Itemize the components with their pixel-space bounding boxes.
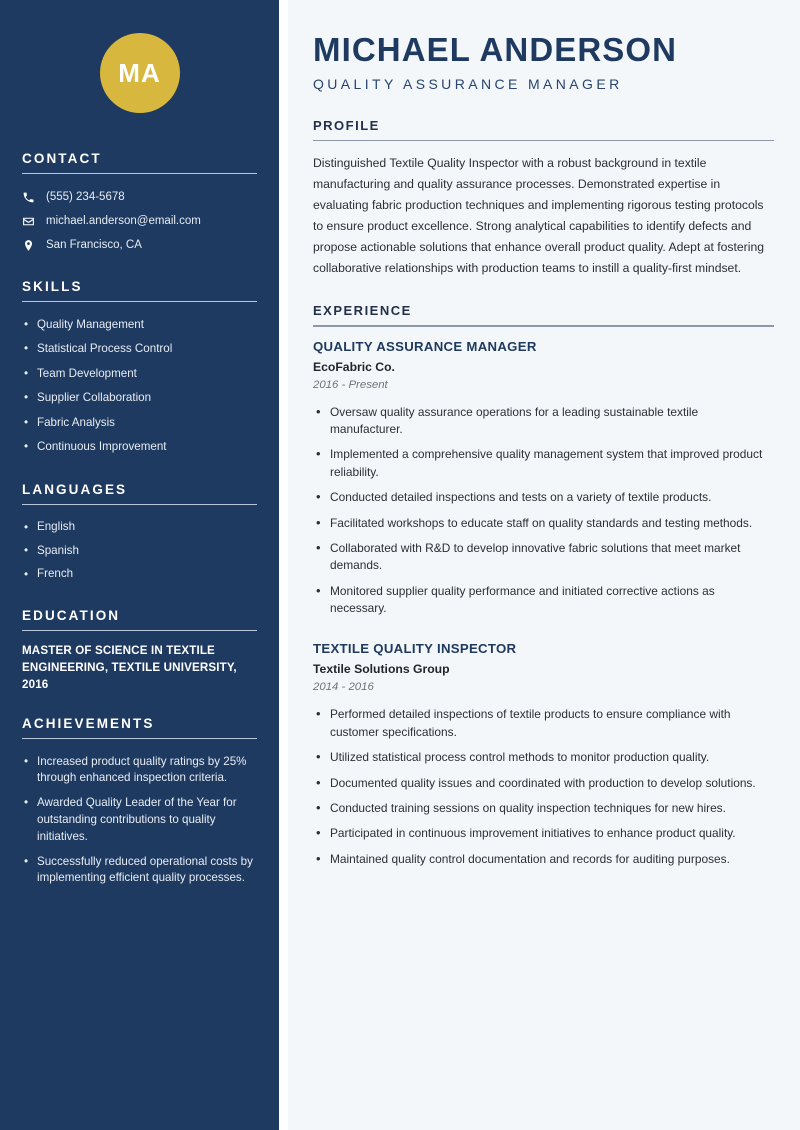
education-heading: EDUCATION bbox=[22, 608, 121, 624]
avatar-container bbox=[22, 0, 257, 151]
job-dates: 2016 - Present bbox=[313, 378, 388, 391]
skills-list bbox=[22, 313, 257, 460]
list-item: • Monitored supplier quality performance and initiated corrective actions as necessary. bbox=[313, 579, 774, 622]
list-item: • Performed detailed inspections of textile products to ensure compliance with customer specifications. bbox=[313, 702, 774, 745]
achievements-divider bbox=[22, 738, 257, 739]
list-item: • Documented quality issues and coordinated with production to develop solutions. bbox=[313, 771, 774, 796]
envelope-icon bbox=[22, 215, 35, 228]
skills-divider bbox=[22, 301, 257, 302]
job-bullet-list bbox=[313, 400, 774, 622]
skills-heading: SKILLS bbox=[22, 279, 83, 294]
list-item: • Conducted training sessions on quality inspection techniques for new hires. bbox=[313, 796, 774, 821]
education-entry: MASTER OF SCIENCE IN TEXTILE ENGINEERING, TEXTILE UNIVERSITY, 2016 bbox=[22, 644, 237, 692]
job-title-subtitle: QUALITY ASSURANCE MANAGER bbox=[313, 75, 623, 92]
achievements-heading: ACHIEVEMENTS bbox=[22, 715, 155, 731]
list-item: • Implemented a comprehensive quality management system that improved product reliability. bbox=[313, 442, 774, 485]
sidebar bbox=[0, 0, 279, 1130]
list-item: • Oversaw quality assurance operations for a leading sustainable textile manufacturer. bbox=[313, 400, 774, 443]
contact-item-phone[interactable] bbox=[22, 185, 257, 209]
job-role: TEXTILE QUALITY INSPECTOR bbox=[313, 641, 517, 657]
main-section-experience bbox=[313, 303, 774, 872]
contact-phone-value: (555) 234-5678 bbox=[46, 191, 125, 203]
contact-item-email[interactable] bbox=[22, 209, 257, 233]
job-bullet-list bbox=[313, 702, 774, 872]
experience-job bbox=[313, 339, 774, 622]
avatar-initials: MA bbox=[118, 57, 161, 88]
languages-divider bbox=[22, 504, 257, 505]
phone-icon bbox=[22, 191, 35, 204]
contact-heading: CONTACT bbox=[22, 151, 102, 166]
profile-divider bbox=[313, 140, 774, 142]
list-item: • Statistical Process Control bbox=[22, 337, 257, 361]
sidebar-section-achievements bbox=[22, 716, 257, 892]
experience-job bbox=[313, 641, 774, 872]
list-item: • Successfully reduced operational costs by implementing efficient quality processes. bbox=[22, 850, 257, 892]
sidebar-section-contact bbox=[22, 151, 257, 257]
location-pin-icon bbox=[22, 239, 35, 252]
profile-heading: PROFILE bbox=[313, 117, 380, 133]
profile-text: Distinguished Textile Quality Inspector with a robust background in textile manufacturing and quality assurance processes. Demonstrated expertise in evaluating fabric production techniques and implementing rigorous testing protocols to ensure product excellence. Strong analytical capabilities to identify defects and propose actionable solutions that enhance overall product quality. Adept at fostering collaborative relationships with production teams to instill a quality-first mindset. bbox=[313, 156, 765, 276]
experience-heading: EXPERIENCE bbox=[313, 303, 412, 319]
list-item: • Awarded Quality Leader of the Year for outstanding contributions to quality initiatives. bbox=[22, 791, 257, 849]
list-item: • English bbox=[22, 516, 257, 539]
list-item: • Facilitated workshops to educate staff on quality standards and testing methods. bbox=[313, 511, 774, 536]
contact-item-location[interactable] bbox=[22, 233, 257, 257]
list-item: • Quality Management bbox=[22, 313, 257, 337]
languages-heading: LANGUAGES bbox=[22, 481, 128, 497]
education-divider bbox=[22, 630, 257, 631]
list-item: • French bbox=[22, 563, 257, 586]
experience-divider bbox=[313, 325, 774, 327]
list-item: • Fabric Analysis bbox=[22, 411, 257, 435]
achievements-list bbox=[22, 750, 257, 892]
main-content bbox=[288, 0, 800, 1130]
list-item: • Supplier Collaboration bbox=[22, 386, 257, 410]
list-item: • Participated in continuous improvement initiatives to enhance product quality. bbox=[313, 821, 774, 846]
job-company: Textile Solutions Group bbox=[313, 662, 450, 677]
sidebar-section-skills bbox=[22, 279, 257, 460]
main-section-profile bbox=[313, 118, 774, 280]
contact-divider bbox=[22, 173, 257, 174]
list-item: • Continuous Improvement bbox=[22, 435, 257, 459]
list-item: • Team Development bbox=[22, 362, 257, 386]
job-role: QUALITY ASSURANCE MANAGER bbox=[313, 338, 537, 354]
job-spacer bbox=[313, 627, 774, 641]
job-company: EcoFabric Co. bbox=[313, 359, 395, 374]
contact-email-value: michael.anderson@email.com bbox=[46, 215, 201, 227]
sidebar-section-languages bbox=[22, 482, 257, 586]
list-item: • Collaborated with R&D to develop innovative fabric solutions that meet market demands. bbox=[313, 536, 774, 579]
page-title: MICHAEL ANDERSON bbox=[313, 31, 678, 68]
sidebar-section-education bbox=[22, 608, 257, 693]
column-gap-strip bbox=[279, 0, 288, 1130]
list-item: • Utilized statistical process control methods to monitor production quality. bbox=[313, 745, 774, 770]
languages-list bbox=[22, 516, 257, 586]
list-item: • Conducted detailed inspections and tests on a variety of textile products. bbox=[313, 485, 774, 510]
contact-location-value: San Francisco, CA bbox=[46, 239, 142, 251]
avatar bbox=[100, 33, 180, 113]
list-item: • Maintained quality control documentation and records for auditing purposes. bbox=[313, 847, 774, 872]
job-dates: 2014 - 2016 bbox=[313, 681, 374, 694]
list-item: • Increased product quality ratings by 25% through enhanced inspection criteria. bbox=[22, 750, 257, 792]
list-item: • Spanish bbox=[22, 539, 257, 562]
